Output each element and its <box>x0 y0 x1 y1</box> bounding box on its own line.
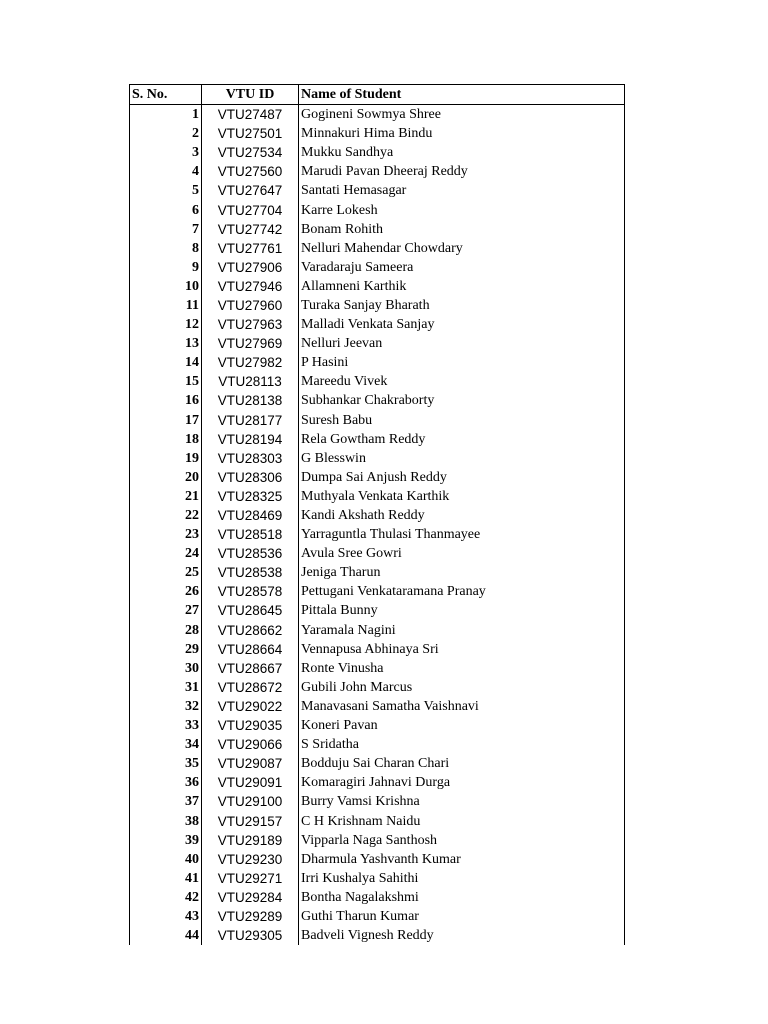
vtu-id-cell: VTU29271 <box>202 869 299 888</box>
sno-cell: 37 <box>130 792 202 811</box>
table-row <box>130 239 625 258</box>
table-row <box>130 850 625 869</box>
student-list-sheet <box>129 84 624 945</box>
student-name-cell: Marudi Pavan Dheeraj Reddy <box>299 162 625 181</box>
table-row <box>130 143 625 162</box>
vtu-id-cell: VTU29087 <box>202 754 299 773</box>
sno-cell: 32 <box>130 697 202 716</box>
sno-cell: 30 <box>130 659 202 678</box>
sno-cell: 9 <box>130 258 202 277</box>
vtu-id-cell: VTU28113 <box>202 372 299 391</box>
sno-cell: 19 <box>130 449 202 468</box>
sno-cell: 17 <box>130 411 202 430</box>
sno-cell: 21 <box>130 487 202 506</box>
sno-cell: 24 <box>130 544 202 563</box>
sno-cell: 14 <box>130 353 202 372</box>
student-name-cell: Ronte Vinusha <box>299 659 625 678</box>
table-row <box>130 716 625 735</box>
table-row <box>130 525 625 544</box>
vtu-id-cell: VTU28667 <box>202 659 299 678</box>
vtu-id-cell: VTU27560 <box>202 162 299 181</box>
sno-cell: 35 <box>130 754 202 773</box>
table-row <box>130 315 625 334</box>
student-name-cell: Bontha Nagalakshmi <box>299 888 625 907</box>
table-row <box>130 563 625 582</box>
table-row <box>130 811 625 830</box>
vtu-id-cell: VTU29230 <box>202 850 299 869</box>
vtu-id-cell: VTU29022 <box>202 697 299 716</box>
sno-cell: 34 <box>130 735 202 754</box>
sno-cell: 15 <box>130 372 202 391</box>
sno-cell: 42 <box>130 888 202 907</box>
sno-cell: 36 <box>130 773 202 792</box>
vtu-id-cell: VTU27946 <box>202 277 299 296</box>
student-name-cell: C H Krishnam Naidu <box>299 811 625 830</box>
student-name-cell: Allamneni Karthik <box>299 277 625 296</box>
vtu-id-cell: VTU29189 <box>202 831 299 850</box>
vtu-id-cell: VTU28662 <box>202 621 299 640</box>
vtu-id-cell: VTU27963 <box>202 315 299 334</box>
table-row <box>130 220 625 239</box>
vtu-id-cell: VTU29091 <box>202 773 299 792</box>
student-name-cell: Bodduju Sai Charan Chari <box>299 754 625 773</box>
sno-cell: 12 <box>130 315 202 334</box>
vtu-id-cell: VTU29100 <box>202 792 299 811</box>
column-header-name: Name of Student <box>299 85 625 105</box>
table-row <box>130 372 625 391</box>
student-name-cell: Yaramala Nagini <box>299 621 625 640</box>
sno-cell: 6 <box>130 200 202 219</box>
student-name-cell: Pittala Bunny <box>299 601 625 620</box>
table-row <box>130 831 625 850</box>
student-name-cell: Turaka Sanjay Bharath <box>299 296 625 315</box>
table-row <box>130 640 625 659</box>
sno-cell: 25 <box>130 563 202 582</box>
student-table <box>129 84 625 945</box>
table-row <box>130 869 625 888</box>
table-row <box>130 773 625 792</box>
vtu-id-cell: VTU28645 <box>202 601 299 620</box>
sno-cell: 8 <box>130 239 202 258</box>
table-row <box>130 296 625 315</box>
table-row <box>130 601 625 620</box>
vtu-id-cell: VTU28194 <box>202 430 299 449</box>
table-row <box>130 411 625 430</box>
student-name-cell: Koneri Pavan <box>299 716 625 735</box>
vtu-id-cell: VTU28578 <box>202 582 299 601</box>
vtu-id-cell: VTU29066 <box>202 735 299 754</box>
table-row <box>130 735 625 754</box>
student-name-cell: Dharmula Yashvanth Kumar <box>299 850 625 869</box>
student-name-cell: Rela Gowtham Reddy <box>299 430 625 449</box>
table-row <box>130 181 625 200</box>
vtu-id-cell: VTU27501 <box>202 124 299 143</box>
table-row <box>130 353 625 372</box>
student-name-cell: Gubili John Marcus <box>299 678 625 697</box>
student-name-cell: Muthyala Venkata Karthik <box>299 487 625 506</box>
vtu-id-cell: VTU29305 <box>202 926 299 945</box>
student-name-cell: Yarraguntla Thulasi Thanmayee <box>299 525 625 544</box>
student-name-cell: Bonam Rohith <box>299 220 625 239</box>
student-name-cell: Suresh Babu <box>299 411 625 430</box>
vtu-id-cell: VTU28138 <box>202 391 299 410</box>
table-row <box>130 162 625 181</box>
vtu-id-cell: VTU28306 <box>202 468 299 487</box>
sno-cell: 28 <box>130 621 202 640</box>
sno-cell: 38 <box>130 811 202 830</box>
vtu-id-cell: VTU27704 <box>202 200 299 219</box>
vtu-id-cell: VTU27969 <box>202 334 299 353</box>
vtu-id-cell: VTU29035 <box>202 716 299 735</box>
student-name-cell: Karre Lokesh <box>299 200 625 219</box>
table-row <box>130 391 625 410</box>
student-name-cell: Nelluri Jeevan <box>299 334 625 353</box>
sno-cell: 33 <box>130 716 202 735</box>
vtu-id-cell: VTU27960 <box>202 296 299 315</box>
vtu-id-cell: VTU28664 <box>202 640 299 659</box>
column-header-vtu-id: VTU ID <box>202 85 299 105</box>
table-row <box>130 334 625 353</box>
student-name-cell: Guthi Tharun Kumar <box>299 907 625 926</box>
student-name-cell: Pettugani Venkataramana Pranay <box>299 582 625 601</box>
sno-cell: 3 <box>130 143 202 162</box>
student-name-cell: Subhankar Chakraborty <box>299 391 625 410</box>
sno-cell: 20 <box>130 468 202 487</box>
sno-cell: 10 <box>130 277 202 296</box>
student-name-cell: S Sridatha <box>299 735 625 754</box>
table-row <box>130 487 625 506</box>
sno-cell: 23 <box>130 525 202 544</box>
student-name-cell: Dumpa Sai Anjush Reddy <box>299 468 625 487</box>
vtu-id-cell: VTU27742 <box>202 220 299 239</box>
table-row <box>130 907 625 926</box>
student-name-cell: Mareedu Vivek <box>299 372 625 391</box>
sno-cell: 26 <box>130 582 202 601</box>
vtu-id-cell: VTU28536 <box>202 544 299 563</box>
sno-cell: 27 <box>130 601 202 620</box>
vtu-id-cell: VTU28469 <box>202 506 299 525</box>
table-row <box>130 277 625 296</box>
vtu-id-cell: VTU29284 <box>202 888 299 907</box>
table-row <box>130 449 625 468</box>
vtu-id-cell: VTU27487 <box>202 105 299 125</box>
table-row <box>130 888 625 907</box>
sno-cell: 4 <box>130 162 202 181</box>
student-name-cell: G Blesswin <box>299 449 625 468</box>
table-row <box>130 582 625 601</box>
vtu-id-cell: VTU28303 <box>202 449 299 468</box>
table-row <box>130 544 625 563</box>
table-body <box>130 105 625 946</box>
student-name-cell: Irri Kushalya Sahithi <box>299 869 625 888</box>
vtu-id-cell: VTU27534 <box>202 143 299 162</box>
vtu-id-cell: VTU27982 <box>202 353 299 372</box>
sno-cell: 16 <box>130 391 202 410</box>
vtu-id-cell: VTU27647 <box>202 181 299 200</box>
table-row <box>130 105 625 125</box>
sno-cell: 22 <box>130 506 202 525</box>
vtu-id-cell: VTU28177 <box>202 411 299 430</box>
student-name-cell: Badveli Vignesh Reddy <box>299 926 625 945</box>
sno-cell: 5 <box>130 181 202 200</box>
sno-cell: 44 <box>130 926 202 945</box>
column-header-sno: S. No. <box>130 85 202 105</box>
vtu-id-cell: VTU29157 <box>202 811 299 830</box>
table-row <box>130 200 625 219</box>
sno-cell: 40 <box>130 850 202 869</box>
table-row <box>130 430 625 449</box>
student-name-cell: Varadaraju Sameera <box>299 258 625 277</box>
student-name-cell: Minnakuri Hima Bindu <box>299 124 625 143</box>
table-row <box>130 621 625 640</box>
sno-cell: 7 <box>130 220 202 239</box>
table-row <box>130 506 625 525</box>
sno-cell: 18 <box>130 430 202 449</box>
sno-cell: 29 <box>130 640 202 659</box>
sno-cell: 1 <box>130 105 202 125</box>
student-name-cell: P Hasini <box>299 353 625 372</box>
vtu-id-cell: VTU28325 <box>202 487 299 506</box>
vtu-id-cell: VTU28538 <box>202 563 299 582</box>
table-row <box>130 754 625 773</box>
vtu-id-cell: VTU28518 <box>202 525 299 544</box>
table-row <box>130 926 625 945</box>
table-row <box>130 468 625 487</box>
sno-cell: 43 <box>130 907 202 926</box>
table-header <box>130 85 625 105</box>
student-name-cell: Gogineni Sowmya Shree <box>299 105 625 125</box>
sno-cell: 39 <box>130 831 202 850</box>
table-row <box>130 124 625 143</box>
sno-cell: 2 <box>130 124 202 143</box>
student-name-cell: Mukku Sandhya <box>299 143 625 162</box>
table-row <box>130 258 625 277</box>
vtu-id-cell: VTU29289 <box>202 907 299 926</box>
student-name-cell: Kandi Akshath Reddy <box>299 506 625 525</box>
vtu-id-cell: VTU28672 <box>202 678 299 697</box>
vtu-id-cell: VTU27761 <box>202 239 299 258</box>
student-name-cell: Nelluri Mahendar Chowdary <box>299 239 625 258</box>
student-name-cell: Santati Hemasagar <box>299 181 625 200</box>
student-name-cell: Avula Sree Gowri <box>299 544 625 563</box>
student-name-cell: Malladi Venkata Sanjay <box>299 315 625 334</box>
table-row <box>130 792 625 811</box>
header-row <box>130 85 625 105</box>
student-name-cell: Jeniga Tharun <box>299 563 625 582</box>
student-name-cell: Vennapusa Abhinaya Sri <box>299 640 625 659</box>
student-name-cell: Manavasani Samatha Vaishnavi <box>299 697 625 716</box>
sno-cell: 41 <box>130 869 202 888</box>
sno-cell: 31 <box>130 678 202 697</box>
table-row <box>130 659 625 678</box>
table-row <box>130 678 625 697</box>
student-name-cell: Komaragiri Jahnavi Durga <box>299 773 625 792</box>
sno-cell: 13 <box>130 334 202 353</box>
student-name-cell: Vipparla Naga Santhosh <box>299 831 625 850</box>
sno-cell: 11 <box>130 296 202 315</box>
student-name-cell: Burry Vamsi Krishna <box>299 792 625 811</box>
vtu-id-cell: VTU27906 <box>202 258 299 277</box>
table-row <box>130 697 625 716</box>
